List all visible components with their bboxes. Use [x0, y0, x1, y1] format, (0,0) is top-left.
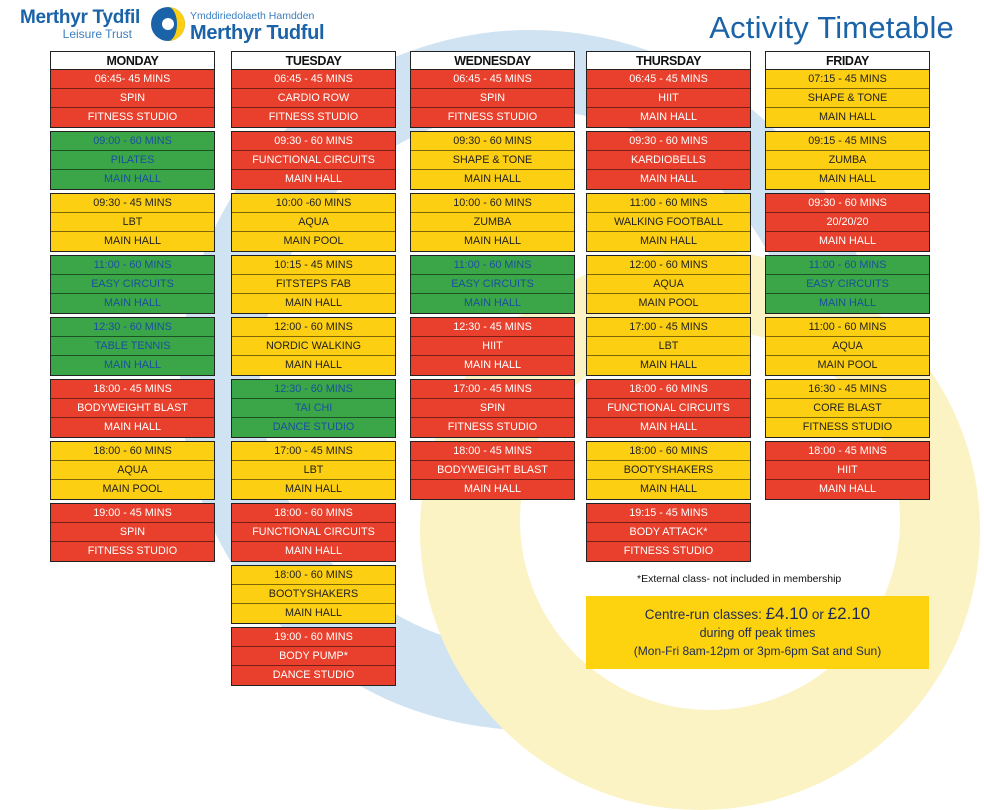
class-activity: BODYWEIGHT BLAST: [51, 399, 214, 418]
class-activity: FUNCTIONAL CIRCUITS: [232, 151, 395, 170]
class-time: 09:15 - 45 MINS: [766, 132, 929, 151]
class-block: [410, 255, 575, 314]
day-column-friday: [765, 51, 930, 500]
class-time: 09:30 - 60 MINS: [766, 194, 929, 213]
class-time: 12:00 - 60 MINS: [232, 318, 395, 337]
class-location: MAIN HALL: [587, 480, 750, 499]
price-line-2: during off peak times: [699, 626, 816, 640]
class-activity: SPIN: [411, 89, 574, 108]
class-location: MAIN POOL: [766, 356, 929, 375]
class-time: 11:00 - 60 MINS: [51, 256, 214, 275]
class-location: MAIN HALL: [766, 480, 929, 499]
class-location: MAIN HALL: [587, 108, 750, 127]
class-activity: SHAPE & TONE: [411, 151, 574, 170]
class-block: [586, 131, 751, 190]
class-activity: HIIT: [411, 337, 574, 356]
class-activity: FUNCTIONAL CIRCUITS: [587, 399, 750, 418]
class-activity: ZUMBA: [411, 213, 574, 232]
day-header: WEDNESDAY: [410, 51, 575, 70]
class-location: FITNESS STUDIO: [232, 108, 395, 127]
class-time: 11:00 - 60 MINS: [766, 318, 929, 337]
class-block: [586, 255, 751, 314]
class-time: 19:00 - 45 MINS: [51, 504, 214, 523]
class-block: [765, 255, 930, 314]
class-activity: SHAPE & TONE: [766, 89, 929, 108]
class-block: [231, 131, 396, 190]
class-time: 06:45 - 45 MINS: [411, 70, 574, 89]
day-column-monday: [50, 51, 215, 562]
class-block: [50, 70, 215, 128]
class-location: MAIN HALL: [51, 170, 214, 189]
class-time: 19:00 - 60 MINS: [232, 628, 395, 647]
class-block: [765, 131, 930, 190]
class-location: MAIN POOL: [232, 232, 395, 251]
class-activity: AQUA: [232, 213, 395, 232]
class-activity: BODY ATTACK*: [587, 523, 750, 542]
class-block: [586, 379, 751, 438]
price-prefix: Centre-run classes:: [644, 607, 766, 622]
logo-right-line2: Merthyr Tudful: [190, 22, 325, 44]
class-block: [50, 441, 215, 500]
class-block: [410, 317, 575, 376]
class-time: 18:00 - 60 MINS: [232, 566, 395, 585]
logo-left: [20, 8, 140, 41]
class-activity: 20/20/20: [766, 213, 929, 232]
class-activity: CARDIO ROW: [232, 89, 395, 108]
class-time: 10:00 -60 MINS: [232, 194, 395, 213]
class-activity: ZUMBA: [766, 151, 929, 170]
class-location: FITNESS STUDIO: [51, 542, 214, 561]
day-column-tuesday: [231, 51, 396, 686]
logo-mark-icon: [150, 6, 186, 42]
class-location: MAIN HALL: [51, 356, 214, 375]
class-location: MAIN POOL: [51, 480, 214, 499]
class-location: MAIN HALL: [766, 170, 929, 189]
day-column-wednesday: [410, 51, 575, 500]
class-location: MAIN HALL: [587, 356, 750, 375]
class-activity: FUNCTIONAL CIRCUITS: [232, 523, 395, 542]
class-block: [231, 317, 396, 376]
class-location: DANCE STUDIO: [232, 418, 395, 437]
class-location: MAIN HALL: [232, 170, 395, 189]
class-activity: BOOTYSHAKERS: [587, 461, 750, 480]
class-block: [765, 379, 930, 438]
class-time: 09:30 - 60 MINS: [411, 132, 574, 151]
class-block: [231, 70, 396, 128]
price-line-1: [586, 604, 929, 624]
class-block: [765, 441, 930, 500]
class-block: [50, 131, 215, 190]
class-time: 10:15 - 45 MINS: [232, 256, 395, 275]
class-time: 07:15 - 45 MINS: [766, 70, 929, 89]
class-activity: SPIN: [411, 399, 574, 418]
class-block: [765, 317, 930, 376]
class-activity: BODYWEIGHT BLAST: [411, 461, 574, 480]
class-activity: EASY CIRCUITS: [411, 275, 574, 294]
price-offpeak: £2.10: [827, 604, 871, 623]
class-activity: CORE BLAST: [766, 399, 929, 418]
class-block: [50, 317, 215, 376]
class-block: [50, 503, 215, 562]
day-column-thursday: [586, 51, 751, 562]
class-location: FITNESS STUDIO: [411, 418, 574, 437]
price-full: £4.10: [765, 604, 809, 623]
logo-left-line1: Merthyr Tydfil: [20, 7, 141, 28]
price-or: or: [808, 607, 828, 622]
class-block: [50, 255, 215, 314]
class-activity: SPIN: [51, 89, 214, 108]
class-activity: HIIT: [587, 89, 750, 108]
class-location: FITNESS STUDIO: [411, 108, 574, 127]
class-time: 06:45 - 45 MINS: [587, 70, 750, 89]
class-block: [231, 193, 396, 252]
price-box: [586, 596, 929, 669]
class-activity: EASY CIRCUITS: [51, 275, 214, 294]
class-block: [586, 193, 751, 252]
class-location: MAIN HALL: [232, 356, 395, 375]
class-time: 10:00 - 60 MINS: [411, 194, 574, 213]
class-time: 18:00 - 60 MINS: [587, 442, 750, 461]
class-location: MAIN HALL: [587, 232, 750, 251]
class-time: 18:00 - 45 MINS: [411, 442, 574, 461]
class-time: 12:00 - 60 MINS: [587, 256, 750, 275]
class-location: MAIN HALL: [411, 232, 574, 251]
class-block: [410, 441, 575, 500]
class-time: 09:30 - 60 MINS: [587, 132, 750, 151]
class-block: [586, 70, 751, 128]
class-time: 09:30 - 60 MINS: [232, 132, 395, 151]
class-block: [50, 193, 215, 252]
class-time: 17:00 - 45 MINS: [232, 442, 395, 461]
class-location: MAIN HALL: [51, 232, 214, 251]
class-time: 11:00 - 60 MINS: [587, 194, 750, 213]
class-activity: AQUA: [587, 275, 750, 294]
class-activity: EASY CIRCUITS: [766, 275, 929, 294]
class-location: MAIN HALL: [411, 480, 574, 499]
class-time: 18:00 - 45 MINS: [766, 442, 929, 461]
logo-right-line1: Ymddiriedolaeth Hamdden: [190, 10, 315, 22]
page-title: Activity Timetable: [709, 10, 954, 45]
class-location: MAIN HALL: [411, 356, 574, 375]
class-block: [231, 441, 396, 500]
day-header: FRIDAY: [765, 51, 930, 70]
class-activity: BOOTYSHAKERS: [232, 585, 395, 604]
class-block: [231, 627, 396, 686]
class-block: [410, 193, 575, 252]
class-time: 06:45- 45 MINS: [51, 70, 214, 89]
class-time: 18:00 - 45 MINS: [51, 380, 214, 399]
logo-right: [190, 10, 324, 44]
class-time: 19:15 - 45 MINS: [587, 504, 750, 523]
class-location: MAIN HALL: [232, 480, 395, 499]
class-location: MAIN HALL: [587, 418, 750, 437]
class-location: MAIN HALL: [766, 108, 929, 127]
class-activity: PILATES: [51, 151, 214, 170]
class-time: 11:00 - 60 MINS: [411, 256, 574, 275]
class-activity: KARDIOBELLS: [587, 151, 750, 170]
class-block: [586, 441, 751, 500]
class-activity: LBT: [51, 213, 214, 232]
class-activity: TAI CHI: [232, 399, 395, 418]
class-time: 09:30 - 45 MINS: [51, 194, 214, 213]
class-location: MAIN HALL: [51, 294, 214, 313]
class-location: MAIN HALL: [232, 294, 395, 313]
class-location: MAIN POOL: [587, 294, 750, 313]
class-time: 18:00 - 60 MINS: [587, 380, 750, 399]
day-header: TUESDAY: [231, 51, 396, 70]
class-location: MAIN HALL: [411, 170, 574, 189]
class-activity: TABLE TENNIS: [51, 337, 214, 356]
class-time: 16:30 - 45 MINS: [766, 380, 929, 399]
class-activity: FITSTEPS FAB: [232, 275, 395, 294]
class-block: [410, 131, 575, 190]
class-block: [586, 503, 751, 562]
class-location: MAIN HALL: [411, 294, 574, 313]
class-location: MAIN HALL: [232, 604, 395, 623]
class-location: FITNESS STUDIO: [51, 108, 214, 127]
class-time: 17:00 - 45 MINS: [411, 380, 574, 399]
class-time: 17:00 - 45 MINS: [587, 318, 750, 337]
class-activity: LBT: [232, 461, 395, 480]
class-location: MAIN HALL: [232, 542, 395, 561]
class-location: MAIN HALL: [766, 294, 929, 313]
class-time: 18:00 - 60 MINS: [232, 504, 395, 523]
class-time: 06:45 - 45 MINS: [232, 70, 395, 89]
class-block: [50, 379, 215, 438]
class-location: FITNESS STUDIO: [587, 542, 750, 561]
class-activity: HIIT: [766, 461, 929, 480]
class-location: DANCE STUDIO: [232, 666, 395, 685]
class-location: FITNESS STUDIO: [766, 418, 929, 437]
class-time: 11:00 - 60 MINS: [766, 256, 929, 275]
class-activity: LBT: [587, 337, 750, 356]
class-time: 12:30 - 60 MINS: [232, 380, 395, 399]
class-block: [231, 565, 396, 624]
class-block: [231, 503, 396, 562]
external-class-note: *External class- not included in membership: [637, 573, 842, 585]
class-time: 12:30 - 45 MINS: [411, 318, 574, 337]
class-location: MAIN HALL: [766, 232, 929, 251]
price-line-3: (Mon-Fri 8am-12pm or 3pm-6pm Sat and Sun): [633, 644, 882, 658]
logo-left-line2: Leisure Trust: [62, 27, 133, 41]
class-location: MAIN HALL: [587, 170, 750, 189]
class-block: [410, 379, 575, 438]
class-location: MAIN HALL: [51, 418, 214, 437]
class-block: [586, 317, 751, 376]
class-activity: AQUA: [766, 337, 929, 356]
class-block: [231, 379, 396, 438]
class-activity: WALKING FOOTBALL: [587, 213, 750, 232]
day-header: MONDAY: [50, 51, 215, 70]
class-block: [231, 255, 396, 314]
class-activity: BODY PUMP*: [232, 647, 395, 666]
class-time: 12:30 - 60 MINS: [51, 318, 214, 337]
class-time: 18:00 - 60 MINS: [51, 442, 214, 461]
header: [0, 0, 984, 48]
class-activity: NORDIC WALKING: [232, 337, 395, 356]
day-header: THURSDAY: [586, 51, 751, 70]
class-block: [410, 70, 575, 128]
class-activity: SPIN: [51, 523, 214, 542]
class-activity: AQUA: [51, 461, 214, 480]
class-block: [765, 70, 930, 128]
class-time: 09:00 - 60 MINS: [51, 132, 214, 151]
class-block: [765, 193, 930, 252]
